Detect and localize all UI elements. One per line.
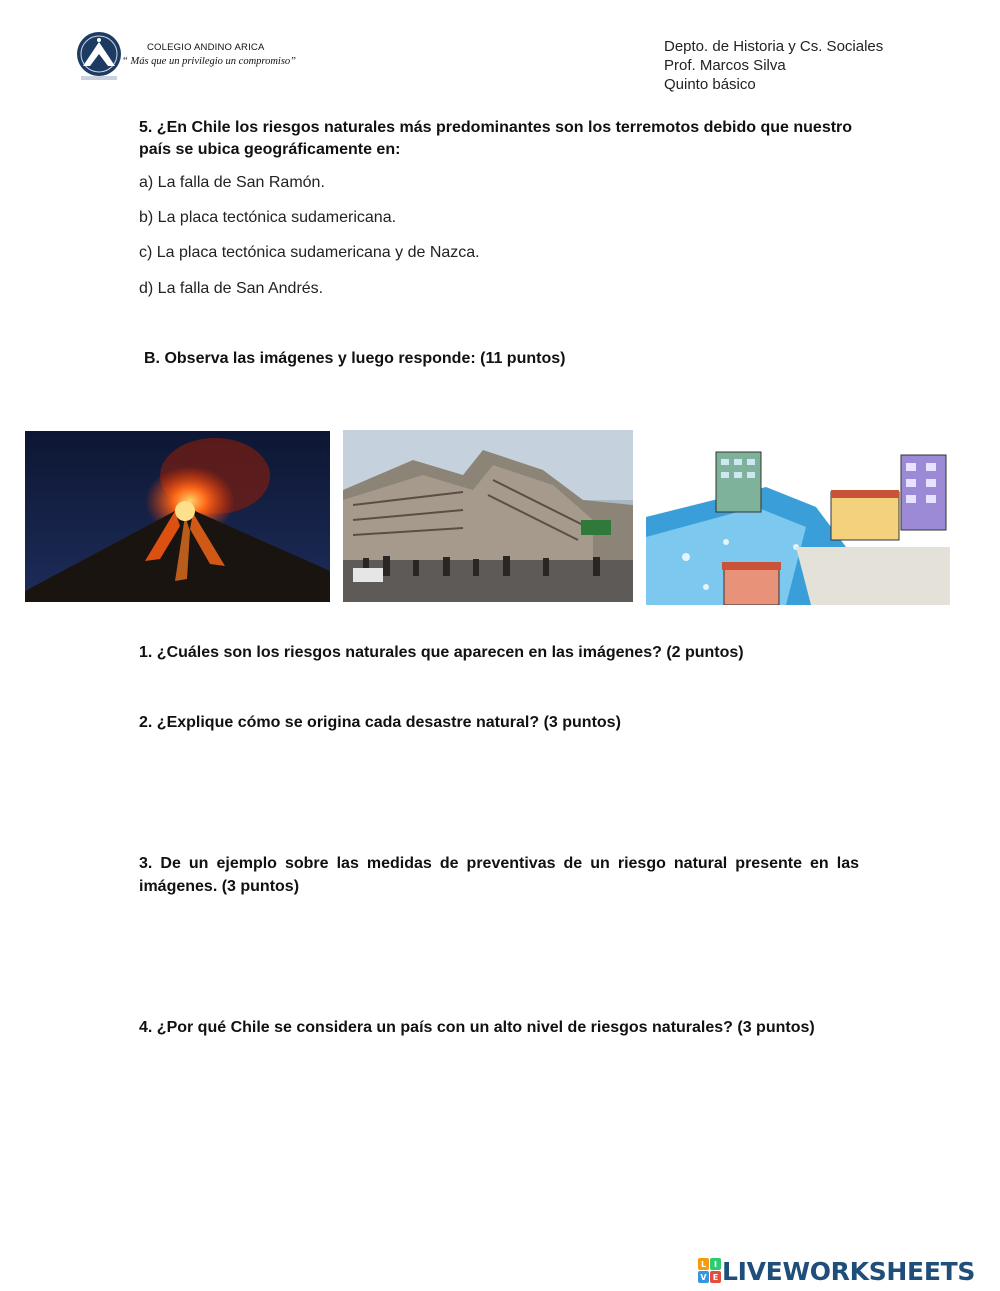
badge-letter-i: I [714,1260,717,1269]
department-line: Depto. de Historia y Cs. Sociales [664,38,884,55]
option-d[interactable]: d) La falla de San Andrés. [139,280,324,297]
school-motto: “ Más que un privilegio un compromiso” [122,56,297,67]
option-c[interactable]: c) La placa tectónica sudamericana y de Nazca. [139,244,480,261]
header-info [664,37,883,94]
teacher-line: Prof. Marcos Silva [664,57,786,74]
volcano-eruption-photo [25,431,330,602]
school-name: COLEGIO ANDINO ARICA [147,42,265,53]
option-a[interactable]: a) La falla de San Ramón. [139,174,325,191]
collapsed-building-earthquake-photo [343,430,633,602]
option-b[interactable]: b) La placa tectónica sudamericana. [139,209,397,226]
section-b-title: B. Observa las imágenes y luego responde: (11 puntos) [144,350,566,367]
question-1: 1. ¿Cuáles son los riesgos naturales que aparecen en las imágenes? (2 puntos) [139,644,744,661]
question-5: 5. ¿En Chile los riesgos naturales más predominantes son los terremotos debido que nuestro país se ubica geográficamente en: [139,119,853,158]
badge-letter-v: V [700,1273,707,1282]
question-2: 2. ¿Explique cómo se origina cada desastre natural? (3 puntos) [139,714,621,731]
question-4: 4. ¿Por qué Chile se considera un país con un alto nivel de riesgos naturales? (3 puntos) [139,1019,815,1036]
question-3: 3. De un ejemplo sobre las medidas de preventivas de un riesgo natural presente en las imágenes. (3 puntos) [139,855,859,895]
tsunami-illustration [646,447,950,605]
badge-letter-e: E [712,1273,719,1282]
liveworksheets-logo [698,1256,975,1286]
live-badge-icon [698,1258,722,1284]
school-logo [75,30,123,82]
liveworksheets-text: LIVEWORKSHEETS [722,1256,976,1286]
grade-line: Quinto básico [664,76,756,93]
badge-letter-l: L [700,1260,707,1269]
